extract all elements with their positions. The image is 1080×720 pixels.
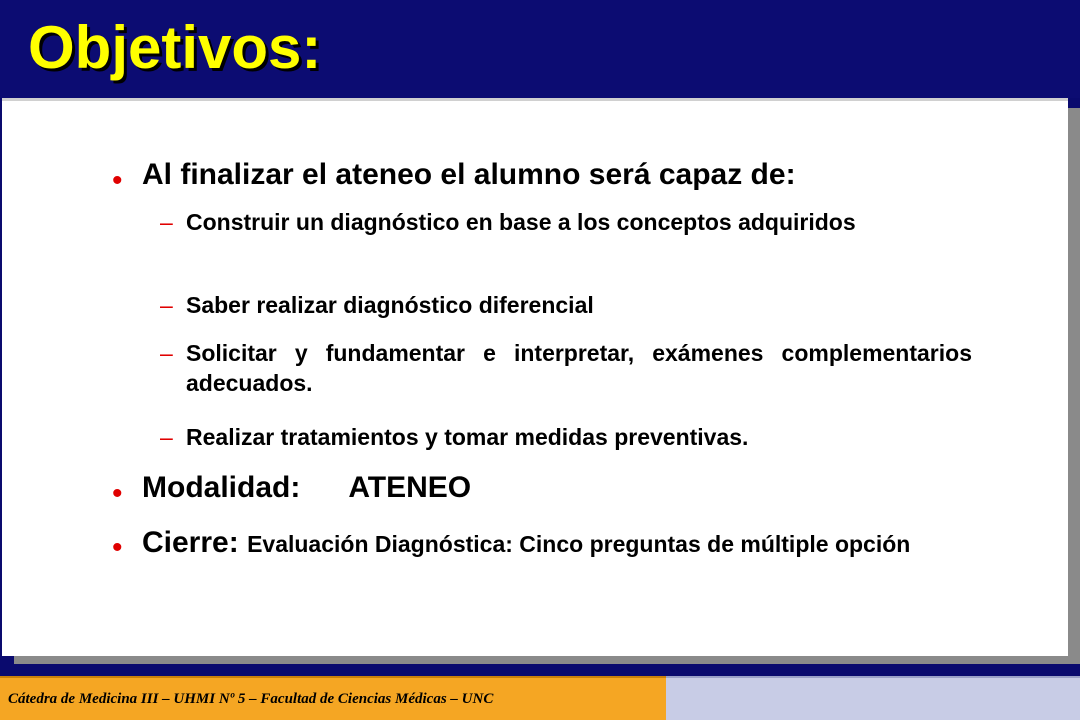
modalidad-label: Modalidad: [142,471,301,504]
bullet-item-objectives: Al finalizar el ateneo el alumno será capaz de: [142,158,796,191]
footer-text: Cátedra de Medicina III – UHMI Nº 5 – Facultad de Ciencias Médicas – UNC [8,691,494,707]
subitem-diagnostico: Construir un diagnóstico en base a los conceptos adquiridos [186,209,856,235]
footer [0,676,666,720]
bullet-item-cierre [142,522,972,565]
subitem-examenes: Solicitar y fundamentar e interpretar, exámenes complementarios adecuados. [186,340,972,396]
dash-icon: – [160,340,173,366]
cierre-value: Evaluación Diagnóstica: Cinco preguntas de múltiple opción [247,531,911,557]
modalidad-value: ATENEO [348,471,472,504]
subitem-tratamientos: Realizar tratamientos y tomar medidas preventivas. [186,424,749,450]
cierre-label: Cierre: [142,526,239,559]
footer-right-panel [666,676,1080,720]
bullet-item-modalidad [142,469,972,507]
bottom-band [0,664,1080,676]
slide-header [0,0,1080,98]
bullet-icon: • [112,477,123,510]
dash-icon: – [160,292,173,318]
bullet-icon: • [112,531,123,564]
subitem-diferencial: Saber realizar diagnóstico diferencial [186,292,594,318]
slide-title: Objetivos: [28,14,322,81]
bullet-icon: • [112,164,123,197]
dash-icon: – [160,209,173,235]
dash-icon: – [160,424,173,450]
